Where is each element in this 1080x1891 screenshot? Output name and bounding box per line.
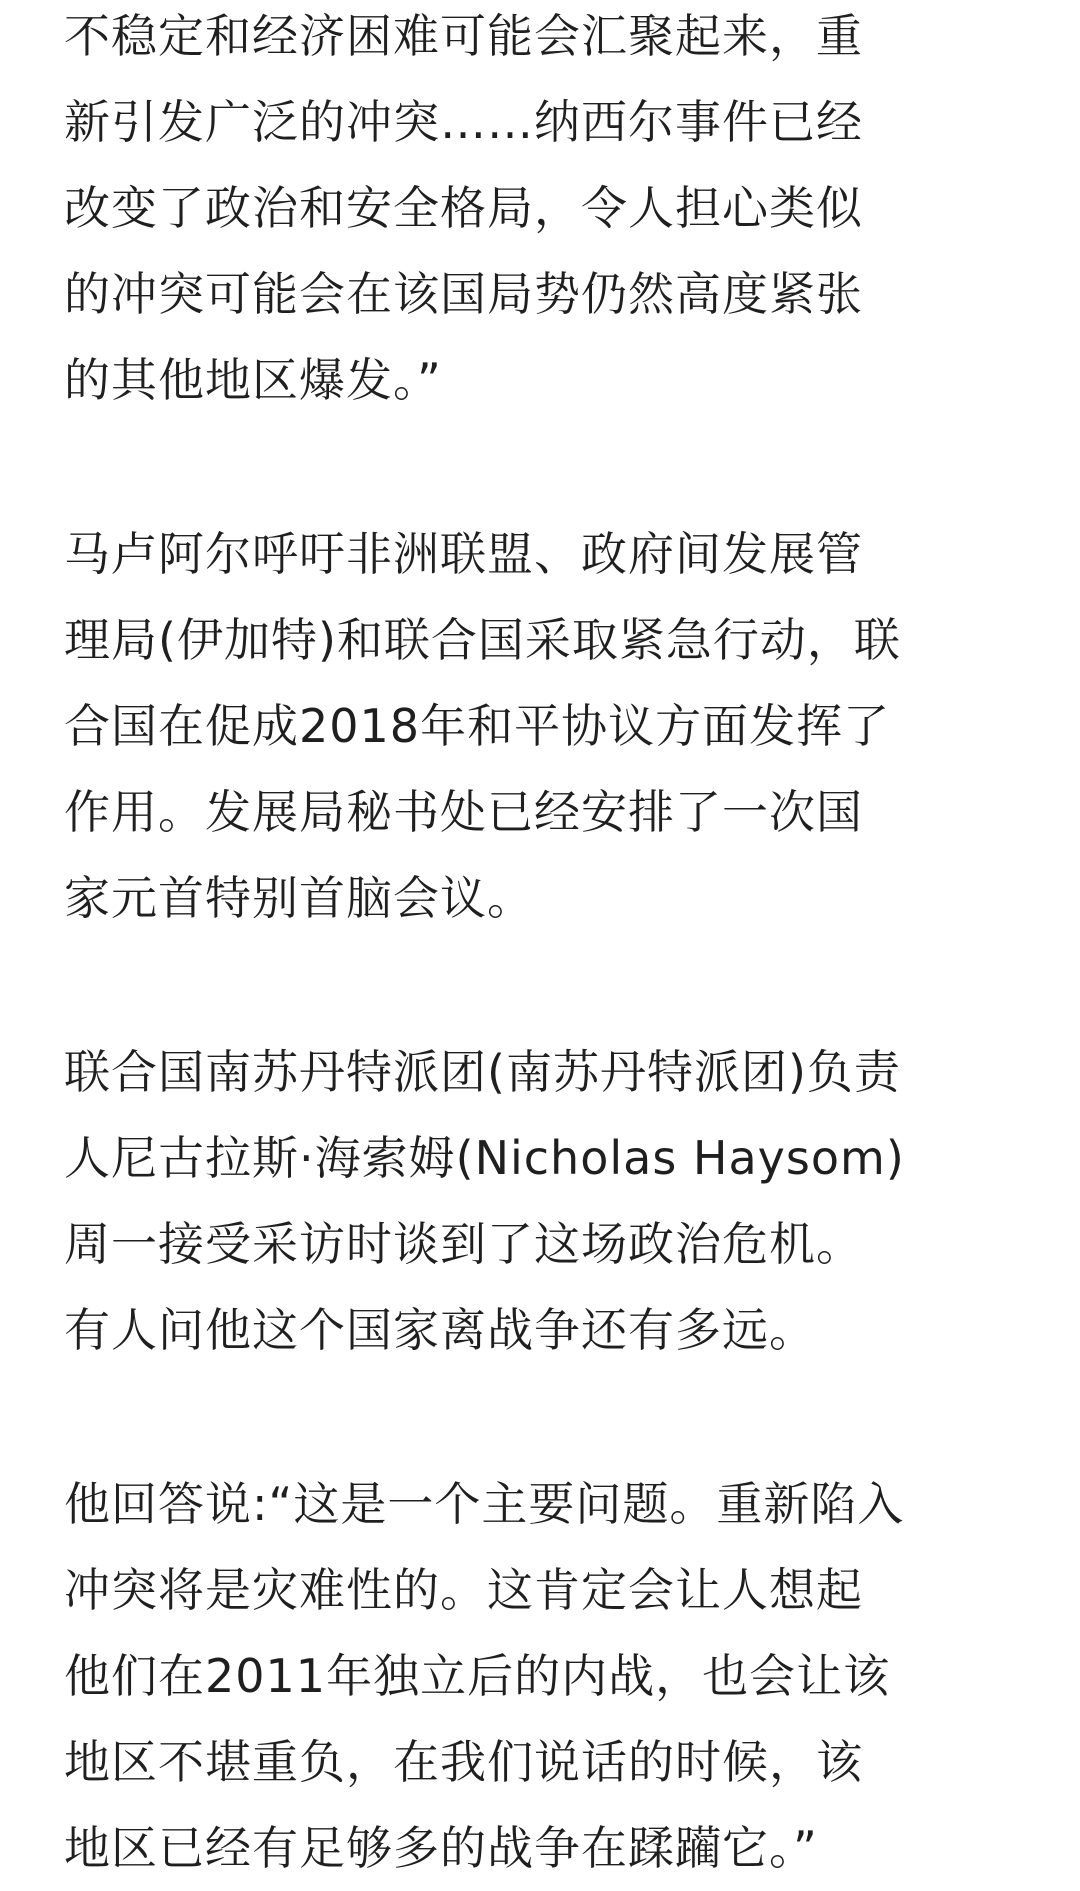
- text-line: 马卢阿尔呼吁非洲联盟、政府间发展管: [64, 527, 863, 581]
- text-line: 周一接受采访时谈到了这场政治危机。: [64, 1217, 863, 1271]
- text-line: 作用。发展局秘书处已经安排了一次国: [64, 785, 863, 839]
- text-line: 的冲突可能会在该国局势仍然高度紧张: [64, 267, 863, 321]
- text-line: 人尼古拉斯·海索姆(Nicholas Haysom): [64, 1131, 905, 1185]
- text-line: 他们在2011年独立后的内战，也会让该: [64, 1649, 891, 1703]
- paragraph-4: [64, 1461, 904, 1891]
- paragraph-3: [64, 1029, 905, 1373]
- text-line: 的其他地区爆发。”: [64, 353, 442, 407]
- paragraph-1: [64, 0, 863, 423]
- text-line: 理局(伊加特)和联合国采取紧急行动，联: [64, 613, 901, 667]
- text-line: 他回答说:“这是一个主要问题。重新陷入: [64, 1477, 905, 1531]
- paragraph-2: [64, 511, 901, 941]
- text-line: 新引发广泛的冲突……纳西尔事件已经: [64, 95, 863, 149]
- text-line: 地区已经有足够多的战争在蹂躏它。”: [64, 1821, 818, 1875]
- text-line: 地区不堪重负，在我们说话的时候，该: [64, 1735, 863, 1789]
- text-line: 改变了政治和安全格局，令人担心类似: [64, 181, 863, 235]
- text-line: 联合国南苏丹特派团(南苏丹特派团)负责: [64, 1045, 901, 1099]
- text-line: 冲突将是灾难性的。这肯定会让人想起: [64, 1563, 863, 1617]
- text-line: 家元首特别首脑会议。: [64, 871, 534, 925]
- text-line: 不稳定和经济困难可能会汇聚起来，重: [64, 9, 863, 63]
- text-line: 合国在促成2018年和平协议方面发挥了: [64, 699, 891, 753]
- text-line: 有人问他这个国家离战争还有多远。: [64, 1303, 816, 1357]
